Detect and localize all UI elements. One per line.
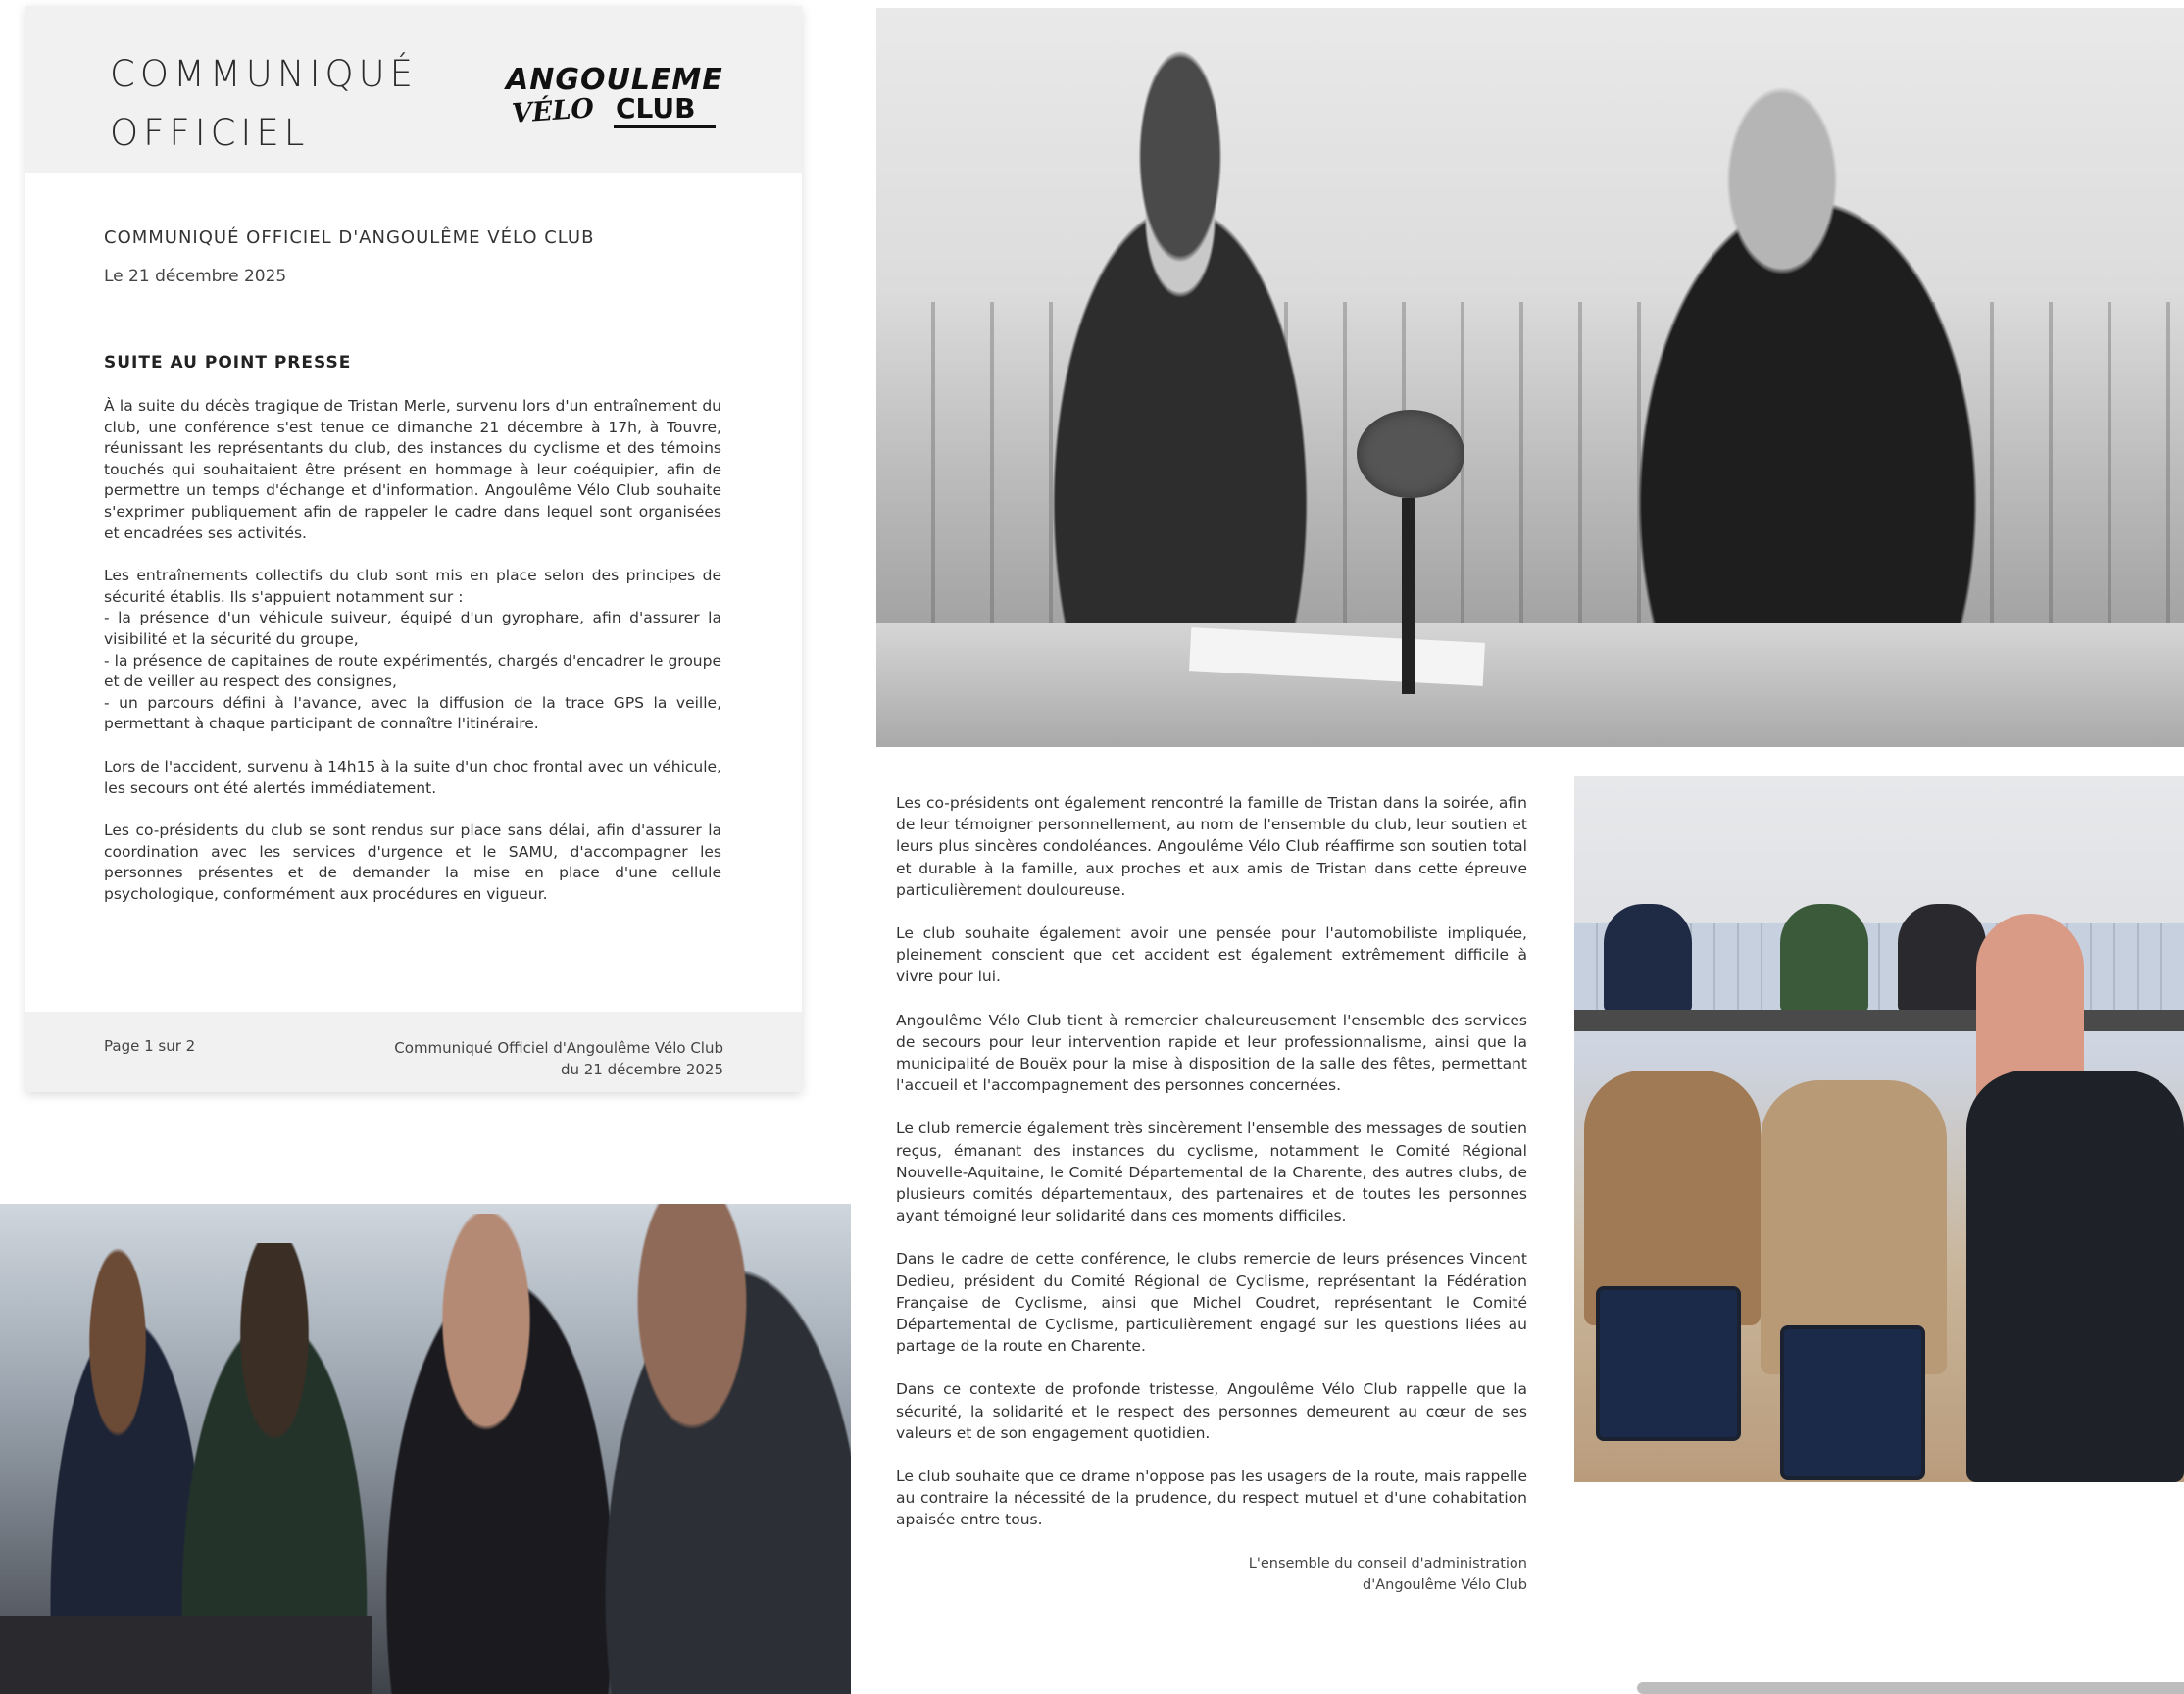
conference-table	[876, 623, 2184, 747]
logo-underline	[614, 125, 716, 128]
paragraph: Le club remercie également très sincèrement l'ensemble des messages de soutien reçus, émanant des instances du cyclisme, notamment le Comité Régional Nouvelle-Aquitaine, le Comité Départemental de la Charente, des autres clubs, de plusieurs comités départementaux, des partenaires et de toutes les personnes ayant témoigné leur solidarité dans ces moments difficiles.	[896, 1120, 1527, 1225]
club-logo	[506, 63, 741, 141]
footer-reference-line2: du 21 décembre 2025	[560, 1061, 723, 1078]
list-intro: Les entraînements collectifs du club sont mis en place selon des principes de sécurité établis. Ils s'appuient notamment sur :	[104, 567, 721, 606]
desk	[0, 1616, 372, 1694]
paragraph: Dans le cadre de cette conférence, le clubs remercie de leurs présences Vincent Dedieu, président du Comité Régional de Cyclisme, représentant la Fédération Française de Cyclisme, ainsi que Michel Coudret, représentant le Comité Départemental de Cyclisme, particulièrement engagé sur les questions liées au partage de la route en Charente.	[896, 1250, 1527, 1356]
paragraph: Angoulême Vélo Club tient à remercier chaleureusement l'ensemble des services de secours pour leur intervention rapide et leur professionnalisme, ainsi que la municipalité de Bouëx pour la mise à disposition de la salle des fêtes, permettant l'accueil et l'accompagnement des personnes concernées.	[896, 1011, 1527, 1095]
document-header	[25, 6, 802, 173]
header-title-line2: OFFICIEL	[110, 112, 310, 154]
page1-body	[104, 396, 721, 926]
logo-line2b: CLUB	[616, 92, 696, 125]
page-number: Page 1 sur 2	[104, 1037, 196, 1055]
microphone-icon	[1357, 410, 1464, 498]
chair	[1596, 1286, 1741, 1441]
header-title	[110, 45, 418, 163]
paragraph: À la suite du décès tragique de Tristan Merle, survenu lors d'un entraînement du club, une conférence s'est tenue ce dimanche 21 décembre à 17h, à Touvre, réunissant les représentants du club, des instances du cyclisme et des témoins touchés qui souhaitaient être présent en hommage à leur coéquipier, afin de permettre un temps d'échange et d'information. Angoulême Vélo Club souhaite s'exprimer publiquement afin de rappeler le cadre dans lequel sont organisées et encadrées ses activités.	[104, 397, 721, 542]
document-footer	[25, 1012, 802, 1092]
panel-table	[1574, 1010, 2184, 1031]
signature-line2: d'Angoulême Vélo Club	[1363, 1576, 1527, 1593]
microphone-stand	[1402, 498, 1415, 694]
audience-member	[1966, 1071, 2184, 1482]
document-title: COMMUNIQUÉ OFFICIEL D'ANGOULÊME VÉLO CLUB	[104, 227, 595, 248]
signature	[896, 1553, 1527, 1596]
logo-line1: ANGOULEME	[506, 63, 723, 97]
speaker-man	[1553, 47, 2062, 655]
safety-list	[104, 566, 721, 735]
paragraph: Lors de l'accident, survenu à 14h15 à la suite d'un choc frontal avec un véhicule, les secours ont été alertés immédiatement.	[104, 757, 721, 797]
logo-line2a: VÉLO	[511, 93, 596, 129]
paragraph: Le club souhaite également avoir une pensée pour l'automobiliste impliquée, pleinement conscient que cet accident est également extrêmement difficile à vivre pour lui.	[896, 924, 1527, 986]
footer-reference-line1: Communiqué Officiel d'Angoulême Vélo Club	[394, 1039, 723, 1057]
list-item: - un parcours défini à l'avance, avec la diffusion de la trace GPS la veille, permettant à chaque participant de connaître l'itinéraire.	[104, 693, 721, 733]
footer-reference	[394, 1037, 723, 1080]
list-item: - la présence d'un véhicule suiveur, équipé d'un gyrophare, afin d'assurer la visibilité et la sécurité du groupe,	[104, 609, 721, 648]
panel-member-4	[578, 1204, 851, 1694]
speaker-woman	[984, 47, 1376, 655]
chair	[1780, 1325, 1925, 1480]
document-date: Le 21 décembre 2025	[104, 267, 287, 286]
panel-member-2	[1780, 904, 1868, 1012]
panel-closeup-photo	[0, 1204, 851, 1694]
scroll-indicator	[1637, 1682, 2184, 1694]
section-title: SUITE AU POINT PRESSE	[104, 353, 352, 373]
list-item: - la présence de capitaines de route expérimentés, chargés d'encadrer le groupe et de veiller au respect des consignes,	[104, 651, 721, 691]
paragraph: Les co-présidents ont également rencontré la famille de Tristan dans la soirée, afin de leur témoigner personnellement, au nom de l'ensemble du club, leur soutien et leurs plus sincères condoléances. Angoulême Vélo Club réaffirme son soutien total et durable à la famille, aux proches et aux amis de Tristan dans cette épreuve particulièrement douloureuse.	[896, 794, 1527, 899]
signature-line1: L'ensemble du conseil d'administration	[1248, 1555, 1527, 1571]
audience-room-photo	[1574, 776, 2184, 1482]
communique-page-2	[896, 792, 1527, 1596]
paragraph: Les co-présidents du club se sont rendus sur place sans délai, afin d'assurer la coordination avec les services d'urgence et le SAMU, d'accompagner les personnes présentes et de demander la mise en place d'une cellule psychologique, conformément aux procédures en vigueur.	[104, 822, 721, 903]
communique-page-1	[25, 6, 802, 1092]
press-conference-photo	[876, 8, 2184, 747]
panel-member-1	[1604, 904, 1692, 1012]
header-title-line1: COMMUNIQUÉ	[110, 53, 419, 95]
panel-member-3	[1898, 904, 1986, 1012]
paragraph: Dans ce contexte de profonde tristesse, Angoulême Vélo Club rappelle que la sécurité, la solidarité et le respect des personnes demeurent au cœur de ses valeurs et de son engagement quotidien.	[896, 1380, 1527, 1442]
paragraph: Le club souhaite que ce drame n'oppose pas les usagers de la route, mais rappelle au contraire la nécessité de la prudence, du respect mutuel et d'une cohabitation apaisée entre tous.	[896, 1468, 1527, 1529]
